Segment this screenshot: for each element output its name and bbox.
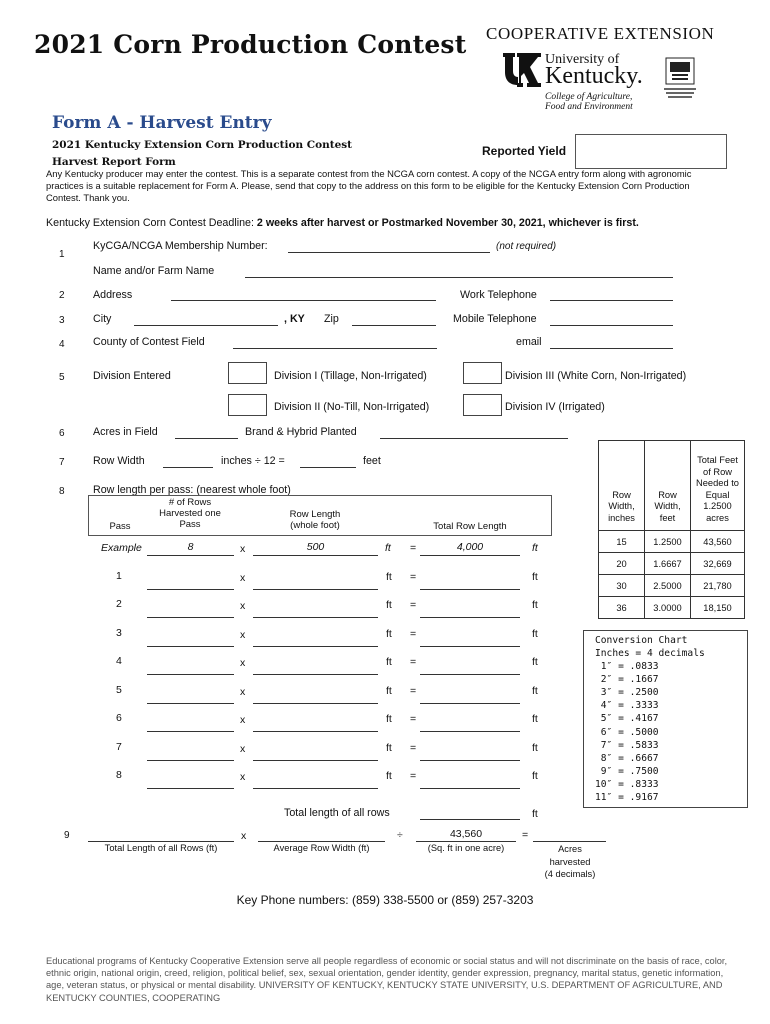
conversion-chart (583, 630, 748, 808)
table-row (599, 575, 745, 597)
acres-harvested-field[interactable] (533, 841, 606, 842)
acres-in-field-field[interactable] (175, 438, 238, 439)
uk-line4: Food and Environment (545, 102, 633, 112)
row-length-field[interactable] (253, 731, 378, 732)
table-row (599, 553, 745, 575)
h3-line: acres (706, 512, 729, 523)
conversion-row: 8″ = .6667 (595, 752, 659, 764)
conversion-row: 9″ = .7500 (595, 765, 659, 777)
item-number: 7 (59, 457, 65, 468)
subtitle-line2: Harvest Report Form (52, 156, 176, 168)
pass-number: 8 (116, 769, 122, 781)
rows-harvested-header (150, 497, 230, 530)
total-row-length-field[interactable] (420, 760, 520, 761)
row-length-header (265, 509, 365, 531)
h2-line: Width, (654, 501, 681, 511)
row-length-field[interactable] (253, 788, 378, 789)
conversion-row: 6″ = .5000 (595, 726, 659, 738)
cell-total: 21,780 (691, 575, 745, 597)
times-symbol: x (240, 543, 246, 555)
divide-symbol: ÷ (397, 829, 403, 841)
cell-inches: 30 (599, 575, 645, 597)
total-feet-header (691, 441, 745, 531)
work-telephone-label: Work Telephone (460, 289, 537, 301)
rows-harvested-field[interactable] (147, 731, 234, 732)
acres-caption-line3: (4 decimals) (544, 869, 596, 879)
example-rows-value: 8 (187, 541, 194, 553)
brand-hybrid-label: Brand & Hybrid Planted (245, 426, 357, 438)
row-width-feet-header (645, 441, 691, 531)
h1-line: Width, (608, 501, 635, 511)
total-row-length-field[interactable] (420, 589, 520, 590)
row-width-feet-field[interactable] (300, 467, 356, 468)
row-length-field[interactable] (253, 703, 378, 704)
example-len-line (253, 555, 378, 556)
conversion-title: Conversion Chart (595, 635, 688, 646)
division-entered-label: Division Entered (93, 370, 171, 382)
ft-unit: ft (532, 628, 538, 640)
pass-number: 3 (116, 627, 122, 639)
form-name: Form A - Harvest Entry (52, 113, 272, 133)
times-symbol: x (240, 600, 246, 612)
cell-inches: 20 (599, 553, 645, 575)
equals-symbol: = (410, 656, 417, 668)
ft-unit: ft (532, 685, 538, 697)
footer-disclaimer: Educational programs of Kentucky Cooperative Extension serve all people regardless of economic or social status and will not discriminate on the basis of race, color, ethnic origin, national origin, creed, religion, political belief, sex, sexual orientation, gender identity, gender expression, pregnancy, marital status, genetic information, age, veteran status, or physical or mental disability. UNIVERSITY OF KENTUCKY, KENTUCKY STATE UNIVERSITY, U.S. DEPARTMENT OF AGRICULTURE, AND KENTUCKY COUNTIES, COOPERATING (46, 956, 728, 1003)
times-symbol: x (240, 686, 246, 698)
deadline-line (46, 217, 639, 229)
total-all-rows-label: Total length of all rows (284, 807, 390, 819)
len-header-line1: Row Length (289, 509, 341, 520)
avg-row-width-field[interactable] (258, 841, 385, 842)
uk-line1: University of (545, 52, 620, 67)
rows-harvested-field[interactable] (147, 646, 234, 647)
city-field[interactable] (134, 325, 278, 326)
len-header-line2: (whole foot) (290, 520, 340, 531)
row-length-pass-label: Row length per pass: (nearest whole foot) (93, 484, 291, 496)
not-required-note: (not required) (496, 241, 557, 252)
division-1-label: Division I (Tillage, Non-Irrigated) (274, 370, 427, 382)
rows-harvested-field[interactable] (147, 760, 234, 761)
row-width-table (598, 440, 745, 619)
item-number: 8 (59, 486, 65, 497)
example-len-value: 500 (306, 541, 325, 553)
pass-number: 7 (116, 741, 122, 753)
rows-harvested-field[interactable] (147, 674, 234, 675)
h1-line: inches (608, 512, 635, 523)
row-width-inches-field[interactable] (163, 467, 213, 468)
avg-row-width-caption: Average Row Width (ft) (273, 843, 370, 853)
pass-number: 4 (116, 655, 122, 667)
example-total-line (420, 555, 520, 556)
email-label: email (516, 336, 542, 348)
row-length-field[interactable] (253, 589, 378, 590)
h3-line: 1.2500 (703, 501, 732, 511)
reported-yield-label: Reported Yield (482, 144, 567, 158)
cell-feet: 3.0000 (645, 597, 691, 619)
acres-caption (530, 843, 610, 881)
conversion-row: 7″ = .5833 (595, 739, 659, 751)
total-row-length-field[interactable] (420, 788, 520, 789)
cell-inches: 15 (599, 531, 645, 553)
cell-feet: 2.5000 (645, 575, 691, 597)
row-length-field[interactable] (253, 617, 378, 618)
example-rows-line (147, 555, 234, 556)
row-width-label: Row Width (93, 455, 145, 467)
item-number: 1 (59, 249, 65, 260)
ft-unit: ft (386, 685, 392, 697)
division-4-label: Division IV (Irrigated) (505, 401, 605, 413)
zip-label: Zip (324, 313, 339, 325)
county-field[interactable] (233, 348, 437, 349)
pass-number: 1 (116, 570, 122, 582)
total-row-length-field[interactable] (420, 731, 520, 732)
ft-unit: ft (386, 599, 392, 611)
item-number: 9 (64, 830, 70, 841)
sq-ft-value: 43,560 (449, 828, 483, 840)
h1-line: Row (612, 489, 631, 500)
rows-header-line3: Pass (179, 519, 201, 530)
item-number: 5 (59, 372, 65, 383)
ft-unit: ft (386, 656, 392, 668)
ft-unit: ft (385, 542, 391, 554)
county-label: County of Contest Field (93, 336, 205, 348)
ft-unit: ft (532, 808, 538, 820)
total-row-length-field[interactable] (420, 646, 520, 647)
item-number: 2 (59, 290, 65, 301)
intro-text: Any Kentucky producer may enter the contest. This is a separate contest from the NCGA corn contest. A copy of the NCGA entry form along with agronomic practices is a suitable replacement for Form A. Please, send that copy to the address on this form to be eligible for the Kentucky Extension Corn Production Contest. Thank you. (46, 168, 692, 203)
brand-hybrid-field[interactable] (380, 438, 568, 439)
ft-unit: ft (532, 770, 538, 782)
ft-unit: ft (532, 656, 538, 668)
total-length-caption: Total Length of all Rows (ft) (104, 843, 218, 853)
cell-inches: 36 (599, 597, 645, 619)
equals-symbol: = (410, 713, 417, 725)
cell-total: 18,150 (691, 597, 745, 619)
equals-symbol: = (410, 742, 417, 754)
acres-caption-line2: harvested (549, 856, 591, 867)
ft-unit: ft (532, 742, 538, 754)
key-phone-numbers: Key Phone numbers: (859) 338-5500 or (859) 257-3203 (236, 893, 534, 907)
ft-unit: ft (386, 742, 392, 754)
total-row-length-field[interactable] (420, 703, 520, 704)
address-field[interactable] (171, 300, 436, 301)
page-title: 2021 Corn Production Contest (34, 30, 467, 59)
conversion-row: 3″ = .2500 (595, 687, 659, 699)
ft-unit: ft (386, 713, 392, 725)
equals-symbol: = (522, 829, 529, 841)
conversion-row: 1″ = .0833 (595, 661, 659, 672)
times-symbol: x (240, 629, 246, 641)
times-symbol: x (240, 572, 246, 584)
rows-harvested-field[interactable] (147, 589, 234, 590)
equals-symbol: = (410, 599, 417, 611)
subtitle-line1: 2021 Kentucky Extension Corn Production Contest (52, 139, 353, 151)
ft-unit: ft (532, 599, 538, 611)
ft-unit: ft (532, 713, 538, 725)
division-2-checkbox[interactable] (228, 394, 267, 416)
example-total-value: 4,000 (456, 541, 484, 553)
total-row-length-header: Total Row Length (433, 521, 507, 532)
conversion-row: 2″ = .1667 (595, 674, 659, 686)
ft-unit: ft (386, 628, 392, 640)
zip-field[interactable] (352, 325, 436, 326)
rows-header-line1: # of Rows (168, 497, 212, 508)
cell-feet: 1.2500 (645, 531, 691, 553)
state-ky-label: , KY (284, 313, 305, 325)
h2-line: feet (659, 512, 676, 523)
pass-number: 6 (116, 712, 122, 724)
pass-number: 2 (116, 598, 122, 610)
conversion-subtitle: Inches = 4 decimals (595, 648, 705, 659)
row-width-inches-header (599, 441, 645, 531)
deadline-date: 2 weeks after harvest or Postmarked November 30, 2021, whichever is first. (256, 217, 639, 229)
item-number: 4 (59, 339, 65, 350)
times-symbol: x (240, 714, 246, 726)
division-2-label: Division II (No-Till, Non-Irrigated) (274, 401, 430, 413)
row-length-field[interactable] (253, 674, 378, 675)
mobile-telephone-field[interactable] (550, 325, 673, 326)
equals-symbol: = (410, 542, 417, 554)
table-row (599, 597, 745, 619)
sq-ft-caption: (Sq. ft in one acre) (427, 843, 505, 853)
reported-yield-field[interactable] (575, 134, 727, 169)
conversion-row: 10″ = .8333 (595, 778, 659, 790)
pass-header: Pass (109, 521, 131, 532)
cell-total: 43,560 (691, 531, 745, 553)
uk-logo-icon (503, 53, 541, 87)
form-subtitle (52, 137, 352, 171)
cell-feet: 1.6667 (645, 553, 691, 575)
total-row-length-field[interactable] (420, 617, 520, 618)
rows-harvested-field[interactable] (147, 788, 234, 789)
division-3-label: Division III (White Corn, Non-Irrigated) (505, 370, 687, 382)
acres-in-field-label: Acres in Field (93, 426, 158, 438)
membership-field[interactable] (288, 252, 490, 253)
conversion-row: 4″ = .3333 (595, 700, 659, 712)
row-length-field[interactable] (253, 646, 378, 647)
total-all-rows-field[interactable] (420, 819, 520, 820)
ft-unit: ft (386, 571, 392, 583)
acres-caption-line1: Acres (558, 844, 582, 854)
sq-ft-line (416, 841, 516, 842)
ft-unit: ft (532, 542, 538, 554)
city-label: City (93, 313, 112, 325)
equals-symbol: = (410, 571, 417, 583)
rows-harvested-field[interactable] (147, 703, 234, 704)
uk-line3: College of Agriculture, (545, 92, 633, 102)
name-farm-label: Name and/or Farm Name (93, 265, 215, 277)
equals-symbol: = (410, 628, 417, 640)
item-number: 6 (59, 428, 65, 439)
name-farm-field[interactable] (245, 277, 673, 278)
membership-label: KyCGA/NCGA Membership Number: (93, 240, 268, 252)
h3-line: of Row (703, 466, 732, 477)
mobile-telephone-label: Mobile Telephone (453, 313, 537, 325)
conversion-row: 11″ = .9167 (595, 792, 659, 803)
times-symbol: x (241, 830, 247, 842)
feet-label: feet (363, 455, 381, 467)
inches-div-label: inches ÷ 12 = (221, 455, 285, 467)
pass-number: 5 (116, 684, 122, 696)
ft-unit: ft (386, 770, 392, 782)
address-label: Address (93, 289, 133, 301)
ksu-seal-icon (660, 56, 700, 102)
h2-line: Row (658, 489, 677, 500)
times-symbol: x (240, 657, 246, 669)
h3-line: Total Feet (697, 455, 738, 465)
division-4-checkbox[interactable] (463, 394, 502, 416)
coop-extension-label: COOPERATIVE EXTENSION (486, 24, 715, 43)
ft-unit: ft (532, 571, 538, 583)
work-telephone-field[interactable] (550, 300, 673, 301)
item-number: 3 (59, 315, 65, 326)
total-length-field[interactable] (88, 841, 234, 842)
example-label: Example (101, 542, 142, 554)
deadline-prefix: Kentucky Extension Corn Contest Deadline: (46, 217, 254, 229)
rows-harvested-field[interactable] (147, 617, 234, 618)
table-row (599, 531, 745, 553)
times-symbol: x (240, 771, 246, 783)
division-1-checkbox[interactable] (228, 362, 267, 384)
row-length-field[interactable] (253, 760, 378, 761)
cell-total: 32,669 (691, 553, 745, 575)
rows-header-line2: Harvested one (159, 508, 221, 519)
equals-symbol: = (410, 770, 417, 782)
times-symbol: x (240, 743, 246, 755)
equals-symbol: = (410, 685, 417, 697)
total-row-length-field[interactable] (420, 674, 520, 675)
email-field[interactable] (550, 348, 673, 349)
uk-line2: Kentucky. (545, 63, 643, 89)
division-3-checkbox[interactable] (463, 362, 502, 384)
uk-college (545, 92, 655, 112)
h3-line: Equal (705, 489, 730, 500)
h3-line: Needed to (696, 478, 739, 488)
conversion-row: 5″ = .4167 (595, 713, 659, 725)
